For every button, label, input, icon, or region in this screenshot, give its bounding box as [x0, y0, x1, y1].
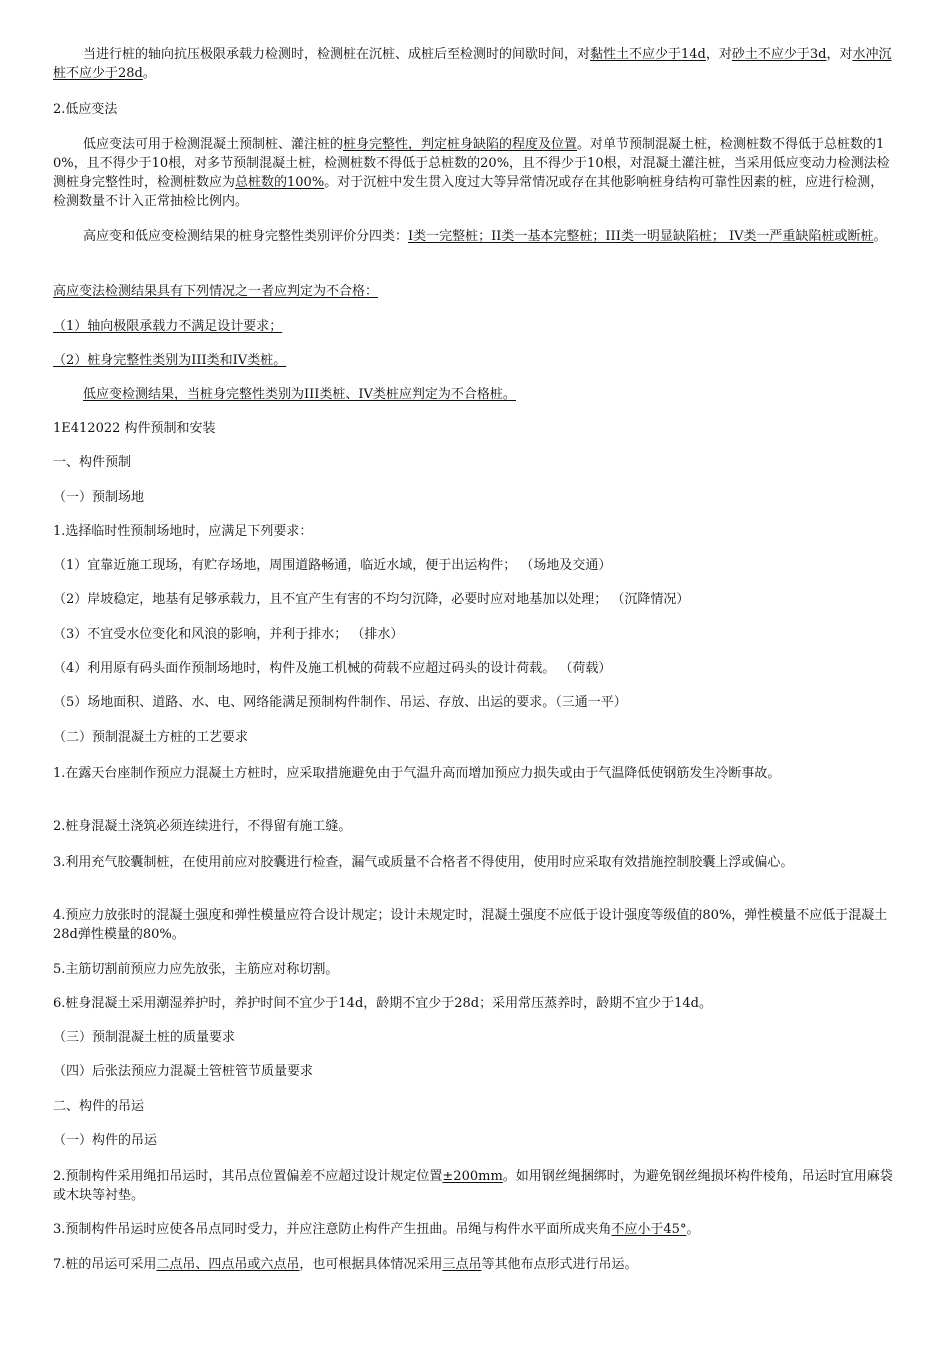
- text-run: 1.选择临时性预制场地时，应满足下列要求：: [53, 524, 313, 539]
- paragraph: [53, 135, 895, 211]
- underlined-text: 水冲沉桩不应少于28d: [53, 47, 892, 81]
- paragraph: [53, 1131, 895, 1150]
- paragraph: [53, 853, 895, 872]
- paragraph: [53, 453, 895, 472]
- text-run: 5.主筋切割前预应力应先放张，主筋应对称切割。: [53, 962, 339, 977]
- text-run: 。对于沉桩中发生贯入度过大等异常情况或存在其他影响桩身结构可靠性因素的桩，应进行检测，检测数量不计入正常抽检比例内。: [53, 175, 884, 209]
- text-run: （2）岸坡稳定，地基有足够承载力，且不宜产生有害的不均匀沉降，必要时应对地基加以处理； （沉降情况）: [53, 592, 690, 607]
- paragraph: [53, 227, 895, 246]
- text-run: 1E412022 构件预制和安装: [53, 421, 216, 436]
- underlined-text: 高应变法检测结果具有下列情况之一者应判定为不合格：: [53, 284, 379, 299]
- paragraph: [53, 488, 895, 507]
- text-run: ，对: [705, 47, 732, 62]
- text-run: 。对单节预制混凝土桩，检测桩数不得低于总桩数的10%，且不得少于10根，对多节预制混凝土桩，检测桩数不得低于总桩数的20%，且不得少于10根，对混凝土灌注桩，当采用低应变动力检测法检测桩身完整性时，检测桩数应为: [53, 137, 890, 190]
- paragraph: [53, 590, 895, 609]
- paragraph: [53, 994, 895, 1013]
- paragraph: [53, 282, 895, 301]
- text-run: （4）利用原有码头面作预制场地时，构件及施工机械的荷载不应超过码头的设计荷载。 （荷载）: [53, 661, 612, 676]
- text-run: （3）不宜受水位变化和风浪的影响，并利于排水； （排水）: [53, 627, 404, 642]
- text-run: 二、构件的吊运: [53, 1099, 145, 1114]
- paragraph: [53, 317, 895, 336]
- paragraph: [53, 728, 895, 747]
- text-run: （一）构件的吊运: [53, 1133, 158, 1148]
- paragraph: [53, 1028, 895, 1047]
- underlined-text: 总桩数的100%: [235, 175, 325, 190]
- paragraph: [53, 1097, 895, 1116]
- text-run: 6.桩身混凝土采用潮湿养护时，养护时间不宜少于14d，龄期不宜少于28d；采用常压蒸养时，龄期不宜少于14d。: [53, 996, 712, 1011]
- text-run: 。: [873, 229, 887, 244]
- paragraph: [53, 693, 895, 712]
- text-run: 2.低应变法: [53, 102, 118, 117]
- paragraph: [53, 764, 895, 783]
- paragraph: [53, 556, 895, 575]
- paragraph: [53, 659, 895, 678]
- paragraph: [53, 960, 895, 979]
- paragraph: [53, 817, 895, 836]
- text-run: 2.预制构件采用绳扣吊运时，其吊点位置偏差不应超过设计规定位置: [53, 1169, 443, 1184]
- underlined-text: 二点吊、四点吊或六点吊: [156, 1257, 300, 1272]
- underlined-text: I类一完整桩；II类一基本完整桩；III类一明显缺陷桩； IV类一严重缺陷桩或断桩: [408, 229, 874, 244]
- text-run: 当进行桩的轴向抗压极限承载力检测时，检测桩在沉桩、成桩后至检测时的间歇时间，对: [83, 47, 591, 62]
- underlined-text: 砂土不应少于3d: [731, 47, 827, 62]
- underlined-text: （2）桩身完整性类别为III类和IV类桩。: [53, 353, 287, 368]
- paragraph: [53, 385, 895, 404]
- paragraph: [53, 1062, 895, 1081]
- paragraph: [53, 1255, 895, 1274]
- text-run: 2.桩身混凝土浇筑必须连续进行，不得留有施工缝。: [53, 819, 352, 834]
- underlined-text: 三点吊: [442, 1257, 482, 1272]
- text-run: 7.桩的吊运可采用: [53, 1257, 157, 1272]
- text-run: 1.在露天台座制作预应力混凝土方桩时，应采取措施避免由于气温升高而增加预应力损失或由于气温降低使钢筋发生冷断事故。: [53, 766, 781, 781]
- underlined-text: 低应变检测结果，当桩身完整性类别为III类桩、IV类桩应判定为不合格桩。: [83, 387, 516, 402]
- paragraph: [53, 1167, 895, 1205]
- text-run: ，对: [826, 47, 853, 62]
- underlined-text: （1）轴向极限承载力不满足设计要求；: [53, 319, 283, 334]
- paragraph: [53, 625, 895, 644]
- text-run: 3.利用充气胶囊制桩，在使用前应对胶囊进行检查，漏气或质量不合格者不得使用，使用时应采取有效措施控制胶囊上浮或偏心。: [53, 855, 794, 870]
- paragraph: [53, 1220, 895, 1239]
- text-run: （四）后张法预应力混凝土管桩管节质量要求: [53, 1064, 314, 1079]
- text-run: （1）宜靠近施工现场，有贮存场地，周围道路畅通，临近水域，便于出运构件； （场地及交通）: [53, 558, 612, 573]
- underlined-text: 桩身完整性，判定桩身缺陷的程度及位置: [343, 137, 578, 152]
- text-run: （一）预制场地: [53, 490, 145, 505]
- paragraph: [53, 906, 895, 944]
- text-run: （5）场地面积、道路、水、电、网络能满足预制构件制作、吊运、存放、出运的要求。（三通一平）: [53, 695, 627, 710]
- text-run: 一、构件预制: [53, 455, 132, 470]
- text-run: 。: [686, 1222, 700, 1237]
- paragraph: [53, 419, 895, 438]
- paragraph: [53, 351, 895, 370]
- text-run: （二）预制混凝土方桩的工艺要求: [53, 730, 249, 745]
- text-run: 低应变法可用于检测混凝土预制桩、灌注桩的: [83, 137, 344, 152]
- paragraph: [53, 100, 895, 119]
- text-run: 等其他布点形式进行吊运。: [481, 1257, 638, 1272]
- paragraph: [53, 522, 895, 541]
- text-run: ，也可根据具体情况采用: [299, 1257, 443, 1272]
- text-run: 3.预制构件吊运时应使各吊点同时受力，并应注意防止构件产生扭曲。吊绳与构件水平面所成夹角: [53, 1222, 612, 1237]
- underlined-text: ±200mm: [442, 1169, 503, 1184]
- text-run: （三）预制混凝土桩的质量要求: [53, 1030, 236, 1045]
- text-run: 4.预应力放张时的混凝土强度和弹性模量应符合设计规定；设计未规定时，混凝土强度不应低于设计强度等级值的80%，弹性模量不应低于混凝土28d弹性模量的80%。: [53, 908, 888, 942]
- text-run: 。如用钢丝绳捆绑时，为避免钢丝绳损坏构件棱角，吊运时宜用麻袋或木块等衬垫。: [53, 1169, 893, 1203]
- paragraph: [53, 45, 895, 83]
- underlined-text: 不应小于45°: [611, 1222, 687, 1237]
- text-run: 。: [142, 66, 156, 81]
- underlined-text: 黏性土不应少于14d: [590, 47, 706, 62]
- text-run: 高应变和低应变检测结果的桩身完整性类别评价分四类：: [83, 229, 409, 244]
